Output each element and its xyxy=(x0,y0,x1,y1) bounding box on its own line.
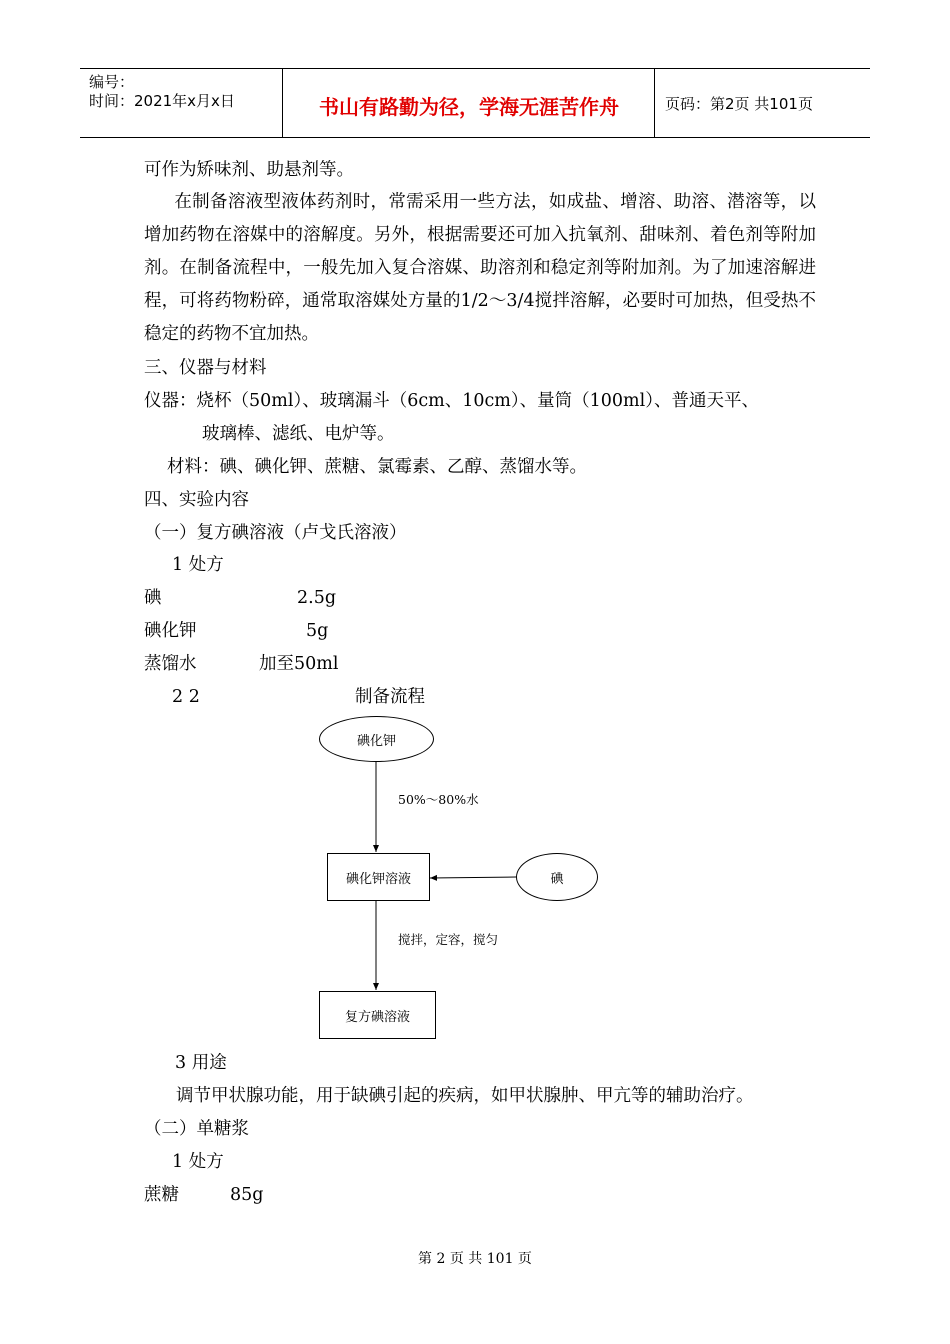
item-heading: 制备流程 xyxy=(355,687,425,707)
header-page-info: 页码：第2页 共101页 xyxy=(665,95,813,113)
flow-end-node: 复方碘溶液 xyxy=(319,991,436,1039)
header-motto: 书山有路勤为径，学海无涯苦作舟 xyxy=(319,95,619,119)
rx-amount: 85g xyxy=(230,1185,264,1205)
instruments-line: 玻璃棒、滤纸、电炉等。 xyxy=(202,424,395,444)
rx-amount: 加至50ml xyxy=(259,654,339,674)
flow-input-node: 碘 xyxy=(516,853,598,901)
flow-step-label: 50%～80%水 xyxy=(398,792,479,807)
rx-name: 碘化钾 xyxy=(144,621,197,641)
section-heading: 四、实验内容 xyxy=(144,490,249,510)
item-heading: 1 处方 xyxy=(172,555,224,575)
item-number: 2 2 xyxy=(172,687,200,707)
instruments-line: 仪器：烧杯（50ml）、玻璃漏斗（6cm、10cm）、量筒（100ml）、普通天平、 xyxy=(144,391,759,411)
rx-name: 蔗糖 xyxy=(144,1185,179,1205)
flow-arrow xyxy=(430,877,516,878)
flow-process-node: 碘化钾溶液 xyxy=(327,853,430,901)
page-footer: 第 2 页 共 101 页 xyxy=(418,1251,532,1267)
materials-line: 材料：碘、碘化钾、蔗糖、氯霉素、乙醇、蒸馏水等。 xyxy=(167,457,587,477)
subsection-heading: （二）单糖浆 xyxy=(144,1119,249,1139)
number-label: 编号： xyxy=(89,73,135,91)
item-heading: 3 用途 xyxy=(175,1053,227,1073)
paragraph: 在制备溶液型液体药剂时，常需采用一些方法，如成盐、增溶、助溶、潜溶等，以增加药物在溶媒中的溶解度。另外，根据需要还可加入抗氧剂、甜味剂、着色剂等附加剂。在制备流程中，一般先加入复合溶媒、助溶剂和稳定剂等附加剂。为了加速溶解进程，可将药物粉碎，通常取溶媒处方量的1/2～3/4搅拌溶解，必要时可加热，但受热不稳定的药物不宜加热。 xyxy=(144,192,816,344)
subsection-heading: （一）复方碘溶液（卢戈氏溶液） xyxy=(144,523,407,543)
section-heading: 三、仪器与材料 xyxy=(144,358,267,378)
item-heading: 1 处方 xyxy=(172,1152,224,1172)
flow-start-node: 碘化钾 xyxy=(319,716,434,762)
usage-text: 调节甲状腺功能，用于缺碘引起的疾病，如甲状腺肿、甲亢等的辅助治疗。 xyxy=(176,1086,754,1106)
flow-step-label: 搅拌，定容，搅匀 xyxy=(398,932,499,947)
rx-amount: 2.5g xyxy=(297,588,337,608)
rx-name: 碘 xyxy=(144,588,162,608)
rx-name: 蒸馏水 xyxy=(144,654,197,674)
rx-amount: 5g xyxy=(306,621,329,641)
text-line: 可作为矫味剂、助悬剂等。 xyxy=(144,160,354,180)
time-label: 时间：2021年x月x日 xyxy=(89,92,235,110)
